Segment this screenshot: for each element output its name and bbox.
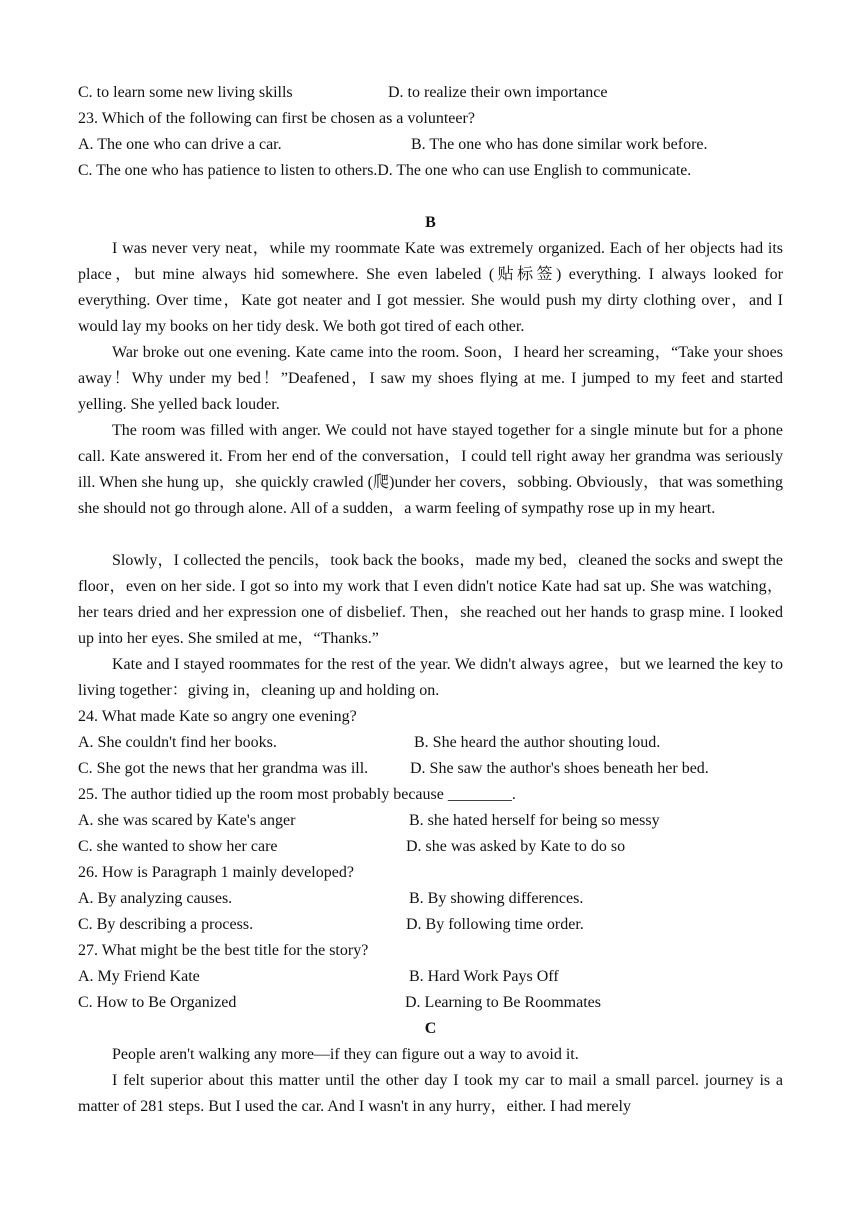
option-d: D. She saw the author's shoes beneath her bed. bbox=[410, 760, 709, 777]
question-23: 23. Which of the following can first be chosen as a volunteer? bbox=[78, 110, 475, 127]
section-heading-c: C bbox=[424, 1020, 437, 1037]
question-26: 26. How is Paragraph 1 mainly developed? bbox=[78, 864, 354, 881]
option-a: A. she was scared by Kate's anger bbox=[78, 812, 296, 829]
option-d: D. Learning to Be Roommates bbox=[405, 994, 601, 1011]
paragraph-b-4: Slowly，I collected the pencils，took back the books，made my bed，cleaned the socks and swept the floor，even on her side. I got so into my work that I even didn't notice Kate had sat up. She was watching，her tears dried and her expression one of disbelief. Then，she reached out her hands to grasp mine. I looked up into her eyes. She smiled at me，“Thanks.” bbox=[78, 552, 783, 647]
option-b: B. Hard Work Pays Off bbox=[409, 968, 559, 985]
option-d: D. she was asked by Kate to do so bbox=[406, 838, 626, 855]
paragraph-b-3: The room was filled with anger. We could not have stayed together for a single minute but for a phone call. Kate answered it. From her end of the conversation，I could tell right away her grandma was seriously ill. When she hung up，she quickly crawled (爬)under her covers，sobbing. Obviously，that was something she should not go through alone. All of a sudden，a warm feeling of sympathy rose up in my heart. bbox=[78, 422, 783, 517]
option-d: D. The one who can use English to communicate. bbox=[377, 162, 692, 179]
option-c: C. to learn some new living skills bbox=[78, 84, 293, 101]
option-c-d-line bbox=[78, 158, 691, 184]
option-a: A. By analyzing causes. bbox=[78, 890, 233, 907]
option-d: D. to realize their own importance bbox=[388, 84, 608, 101]
section-heading-b: B bbox=[425, 214, 436, 231]
paragraph-b-1: I was never very neat，while my roommate Kate was extremely organized. Each of her objects had its place，but mine always hid somewhere. She even labeled (贴标签) everything. I always looked for everything. Over time，Kate got neater and I got messier. She would push my dirty clothing over，and I would lay my books on her tidy desk. We both got tired of each other. bbox=[78, 240, 783, 335]
option-c: C. By describing a process. bbox=[78, 916, 254, 933]
option-c: C. She got the news that her grandma was ill. bbox=[78, 760, 369, 777]
option-b: B. The one who has done similar work before. bbox=[411, 136, 708, 153]
paragraph-c-1: People aren't walking any more—if they can figure out a way to avoid it. bbox=[112, 1046, 579, 1063]
option-d: D. By following time order. bbox=[406, 916, 584, 933]
question-24: 24. What made Kate so angry one evening? bbox=[78, 708, 357, 725]
option-a: A. The one who can drive a car. bbox=[78, 136, 282, 153]
option-c: C. she wanted to show her care bbox=[78, 838, 278, 855]
option-a: A. My Friend Kate bbox=[78, 968, 200, 985]
option-b: B. By showing differences. bbox=[409, 890, 584, 907]
paragraph-b-5: Kate and I stayed roommates for the rest of the year. We didn't always agree，but we learned the key to living together：giving in，cleaning up and holding on. bbox=[78, 656, 783, 699]
paragraph-b-2: War broke out one evening. Kate came into the room. Soon，I heard her screaming，“Take your shoes away！Why under my bed！”Deafened，I saw my shoes flying at me. I jumped to my feet and started yelling. She yelled back louder. bbox=[78, 344, 783, 413]
option-b: B. she hated herself for being so messy bbox=[409, 812, 660, 829]
option-b: B. She heard the author shouting loud. bbox=[414, 734, 661, 751]
question-27: 27. What might be the best title for the story? bbox=[78, 942, 369, 959]
option-a: A. She couldn't find her books. bbox=[78, 734, 277, 751]
option-c: C. How to Be Organized bbox=[78, 994, 237, 1011]
paragraph-c-2: I felt superior about this matter until the other day I took my car to mail a small parcel. journey is a matter of 281 steps. But I used the car. And I wasn't in any hurry，either. I had merely bbox=[78, 1072, 783, 1115]
question-25: 25. The author tidied up the room most probably because ________. bbox=[78, 786, 516, 803]
option-c: C. The one who has patience to listen to others. bbox=[78, 162, 378, 179]
